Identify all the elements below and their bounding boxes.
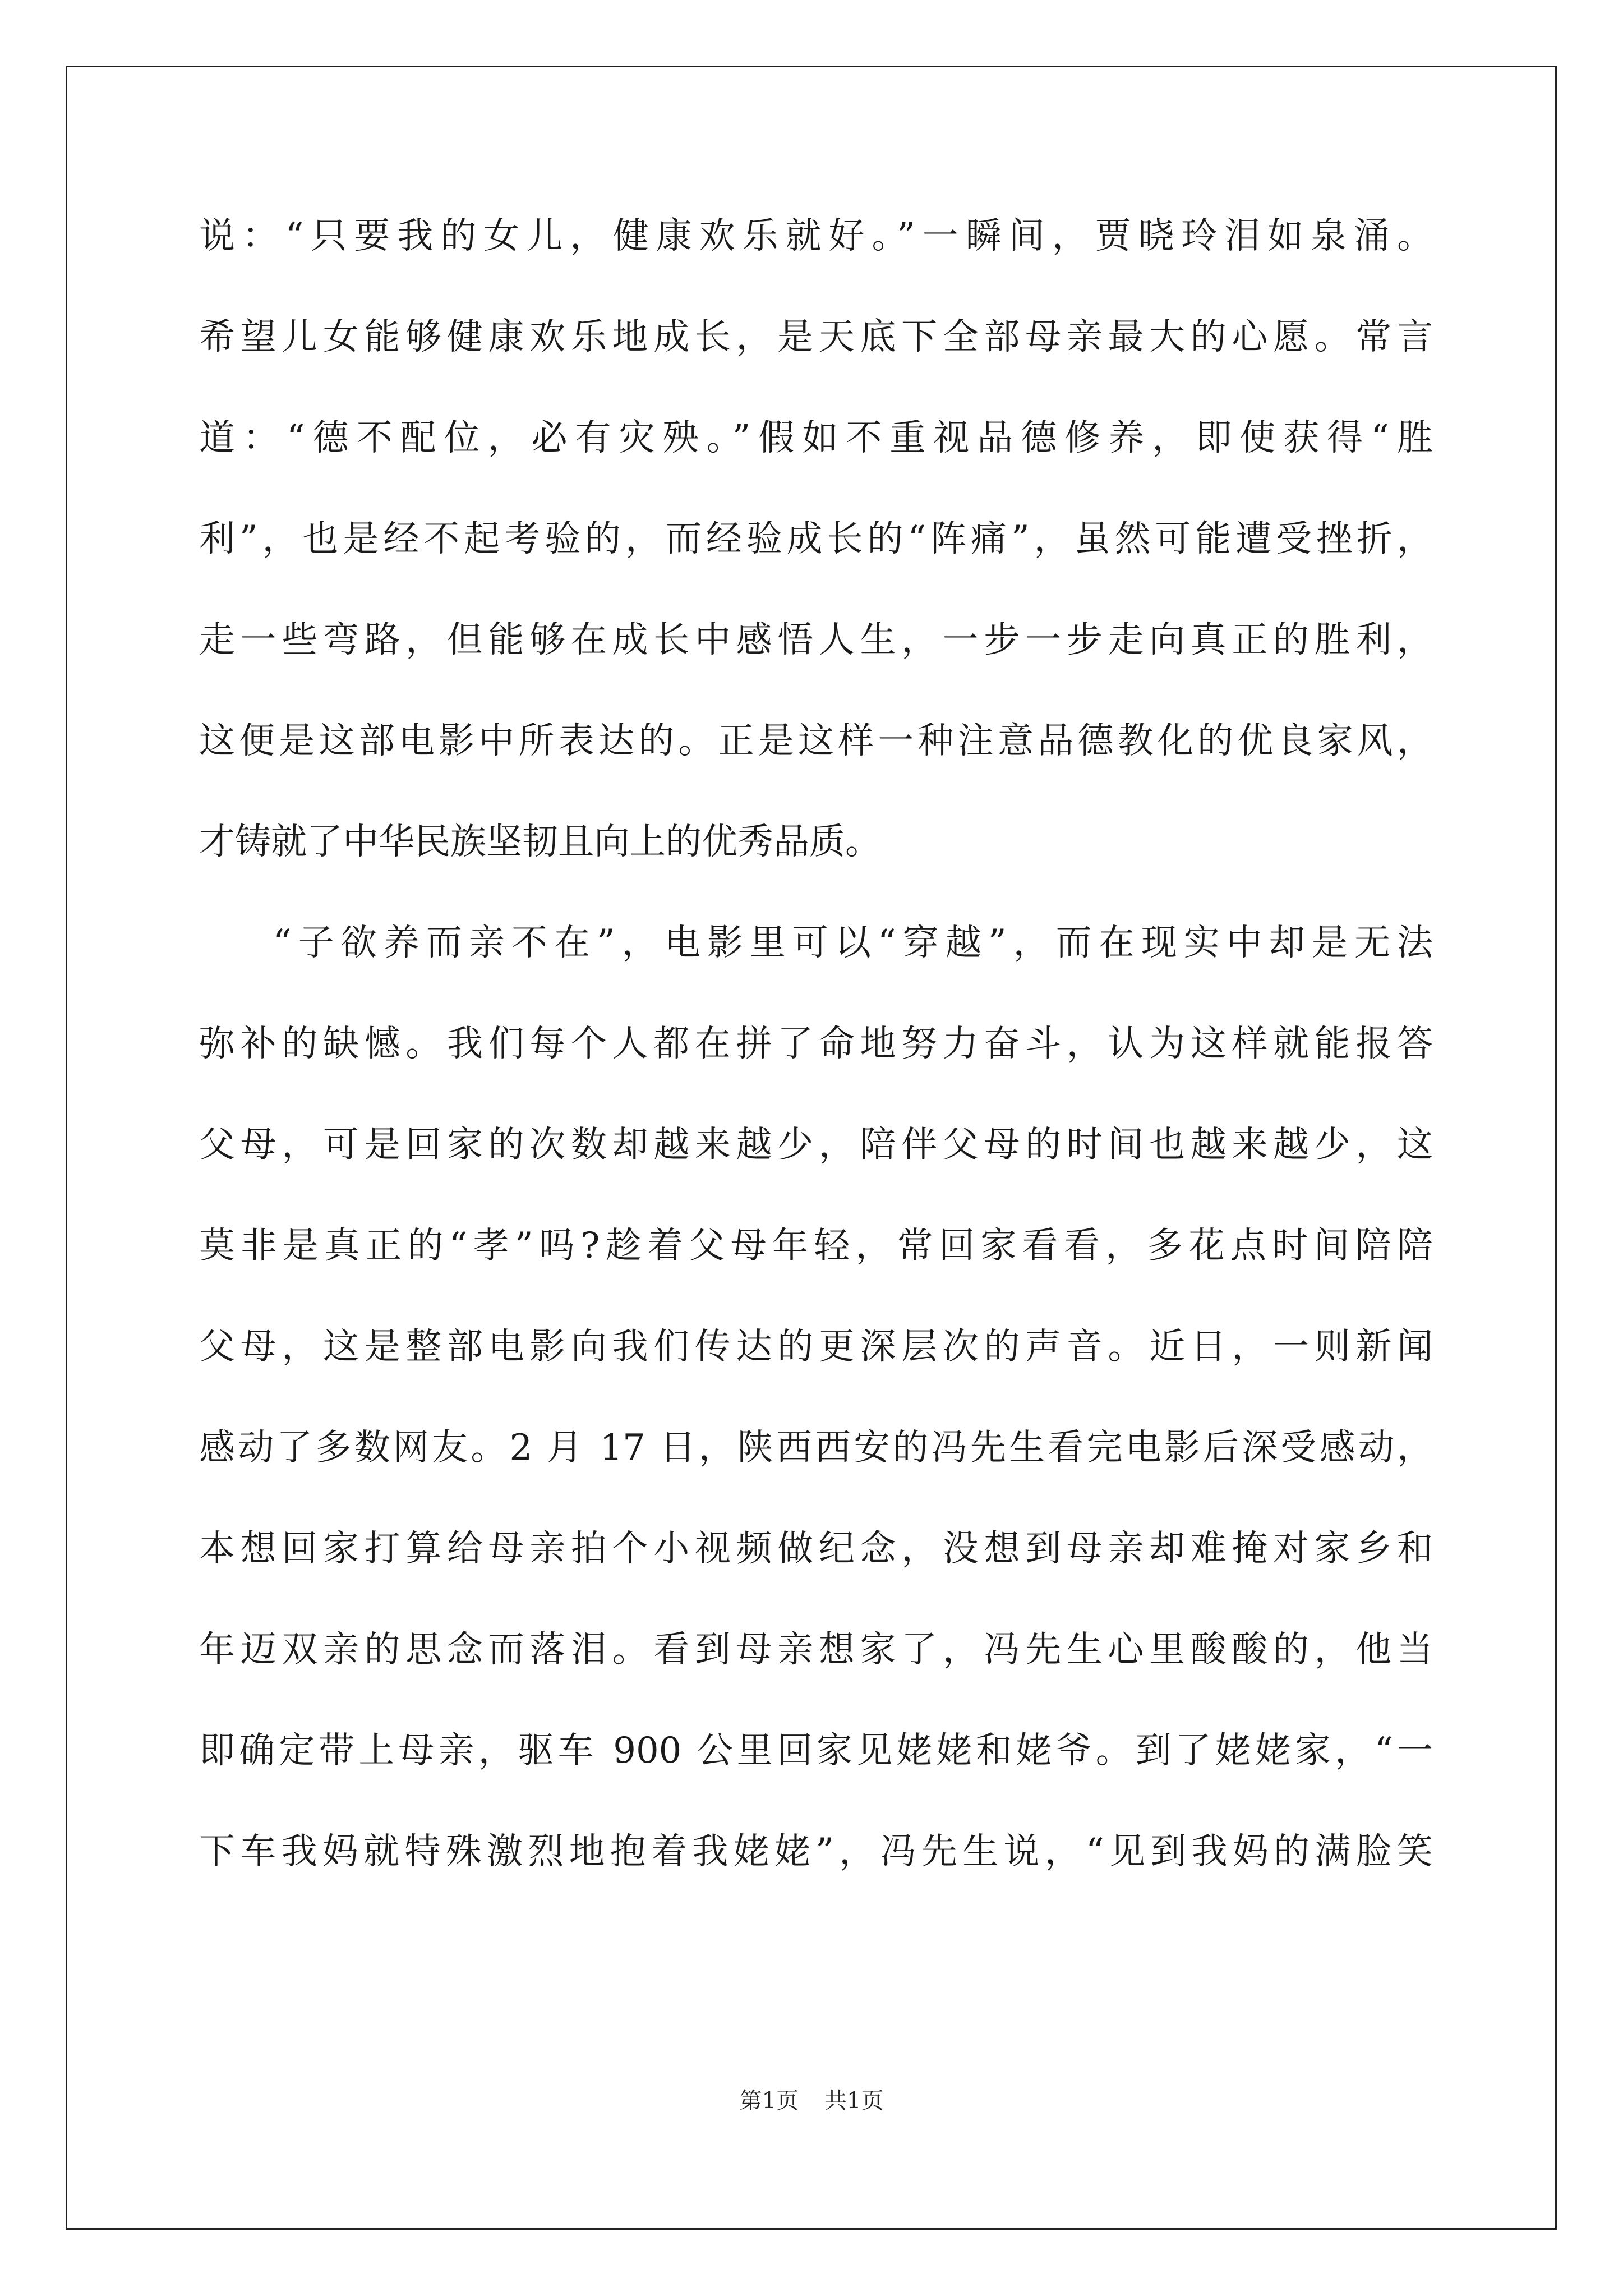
- text-line: 父母，这是整部电影向我们传达的更深层次的声音。近日，一则新闻: [199, 1326, 1433, 1368]
- text-line: 这便是这部电影中所表达的。正是这样一种注意品德教化的优良家风，: [199, 720, 1433, 762]
- text-line: 希望儿女能够健康欢乐地成长，是天底下全部母亲最大的心愿。常言: [199, 316, 1433, 358]
- text-line: 莫非是真正的“孝”吗?趁着父母年轻，常回家看看，多花点时间陪陪: [199, 1225, 1433, 1267]
- document-body: [199, 186, 1433, 1902]
- page-total: 共1页: [824, 2088, 884, 2114]
- text-line: 年迈双亲的思念而落泪。看到母亲想家了，冯先生心里酸酸的，他当: [199, 1629, 1433, 1671]
- page-footer: [0, 2084, 1623, 2118]
- text-line: 下车我妈就特殊激烈地抱着我姥姥”，冯先生说，“见到我妈的满脸笑: [199, 1831, 1433, 1872]
- text-line: 才铸就了中华民族坚韧且向上的优秀品质。: [199, 821, 881, 863]
- text-line: “子欲养而亲不在”，电影里可以“穿越”，而在现实中却是无法: [273, 922, 1433, 964]
- text-line: 走一些弯路，但能够在成长中感悟人生，一步一步走向真正的胜利，: [199, 619, 1433, 661]
- text-line: 感动了多数网友。2 月 17 日，陕西西安的冯先生看完电影后深受感动，: [199, 1427, 1433, 1469]
- text-line: 父母，可是回家的次数却越来越少，陪伴父母的时间也越来越少，这: [199, 1124, 1433, 1166]
- text-line: 道：“德不配位，必有灾殃。”假如不重视品德修养，即使获得“胜: [199, 417, 1433, 459]
- page-number: 第1页: [739, 2088, 799, 2114]
- text-line: 弥补的缺憾。我们每个人都在拼了命地努力奋斗，认为这样就能报答: [199, 1023, 1433, 1065]
- text-line: 本想回家打算给母亲拍个小视频做纪念，没想到母亲却难掩对家乡和: [199, 1528, 1433, 1570]
- text-line: 利”，也是经不起考验的，而经验成长的“阵痛”，虽然可能遭受挫折，: [199, 518, 1433, 560]
- text-line: 即确定带上母亲，驱车 900 公里回家见姥姥和姥爷。到了姥姥家，“一: [199, 1730, 1433, 1772]
- text-line: 说：“只要我的女儿，健康欢乐就好。”一瞬间，贾晓玲泪如泉涌。: [199, 215, 1433, 257]
